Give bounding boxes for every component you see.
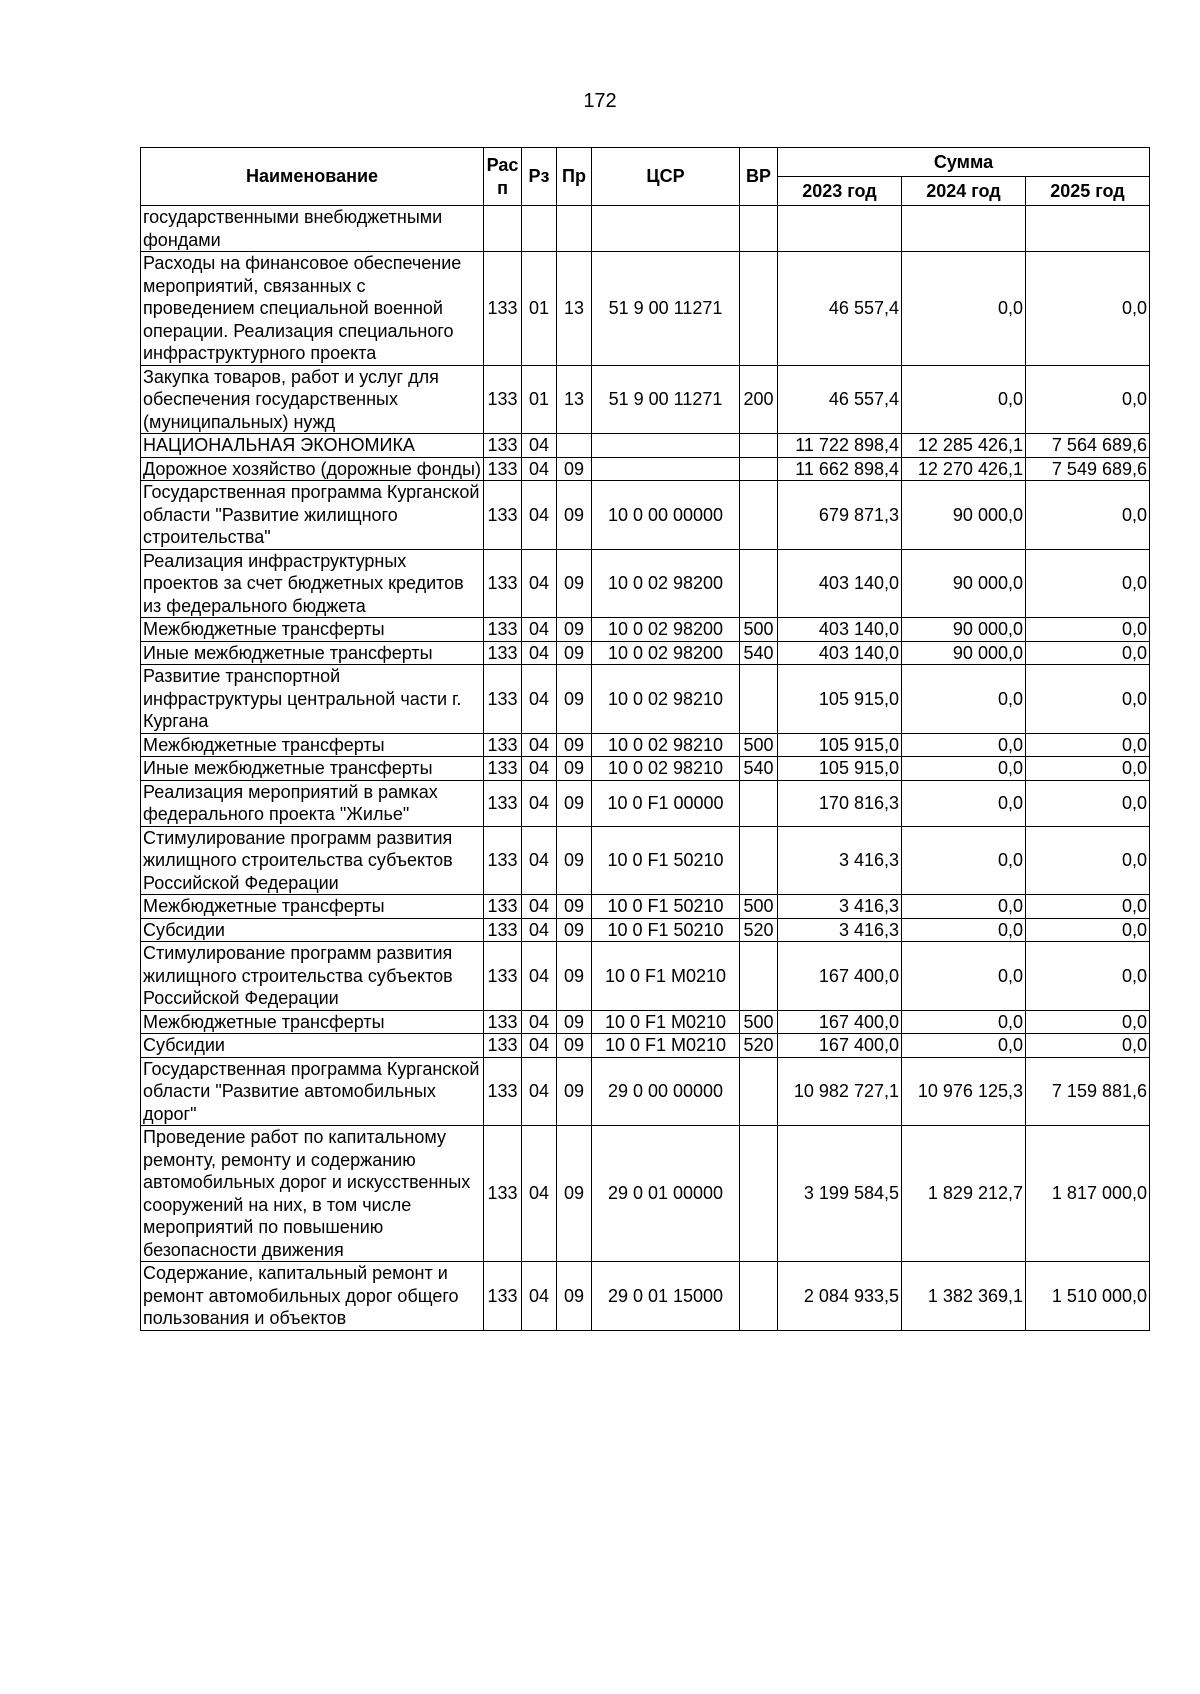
cell-csr: 29 0 01 00000 (592, 1126, 740, 1262)
cell-sum-2025: 1 817 000,0 (1026, 1126, 1150, 1262)
table-row (141, 434, 1150, 458)
header-sum: Сумма (778, 148, 1150, 177)
cell-rasp: 133 (484, 434, 522, 458)
cell-rz: 04 (522, 481, 557, 550)
table-row (141, 780, 1150, 826)
cell-pr: 09 (557, 780, 592, 826)
cell-sum-2023: 3 416,3 (778, 918, 902, 942)
cell-sum-2023: 3 199 584,5 (778, 1126, 902, 1262)
cell-rasp: 133 (484, 1034, 522, 1058)
cell-rz: 04 (522, 434, 557, 458)
cell-name: Субсидии (141, 918, 484, 942)
header-rz: Рз (522, 148, 557, 206)
cell-name: Содержание, капитальный ремонт и ремонт автомобильных дорог общего пользования и объектов (141, 1262, 484, 1331)
cell-sum-2023: 167 400,0 (778, 942, 902, 1011)
cell-pr: 09 (557, 549, 592, 618)
cell-rz: 04 (522, 918, 557, 942)
cell-csr: 10 0 F1 50210 (592, 826, 740, 895)
cell-sum-2025: 0,0 (1026, 1034, 1150, 1058)
cell-sum-2024: 0,0 (902, 895, 1026, 919)
cell-sum-2025: 0,0 (1026, 665, 1150, 734)
cell-sum-2025: 0,0 (1026, 549, 1150, 618)
cell-vr (740, 457, 778, 481)
cell-pr: 09 (557, 665, 592, 734)
cell-rz: 04 (522, 457, 557, 481)
cell-vr (740, 665, 778, 734)
cell-sum-2024: 0,0 (902, 733, 1026, 757)
cell-sum-2023: 403 140,0 (778, 618, 902, 642)
cell-sum-2023: 167 400,0 (778, 1010, 902, 1034)
cell-rasp: 133 (484, 1057, 522, 1126)
cell-csr: 10 0 F1 50210 (592, 895, 740, 919)
cell-vr (740, 780, 778, 826)
cell-rasp: 133 (484, 365, 522, 434)
cell-pr: 09 (557, 918, 592, 942)
cell-vr (740, 826, 778, 895)
cell-rasp: 133 (484, 895, 522, 919)
cell-pr: 09 (557, 481, 592, 550)
cell-sum-2024: 0,0 (902, 252, 1026, 366)
table-row (141, 206, 1150, 252)
cell-vr: 540 (740, 641, 778, 665)
table-row (141, 481, 1150, 550)
cell-pr: 09 (557, 1057, 592, 1126)
header-pr: Пр (557, 148, 592, 206)
cell-vr (740, 252, 778, 366)
cell-rasp: 133 (484, 618, 522, 642)
cell-rasp: 133 (484, 641, 522, 665)
header-name: Наименование (141, 148, 484, 206)
cell-rz: 04 (522, 942, 557, 1011)
cell-csr: 10 0 02 98210 (592, 757, 740, 781)
table-row (141, 1010, 1150, 1034)
cell-vr: 500 (740, 1010, 778, 1034)
cell-sum-2024: 0,0 (902, 365, 1026, 434)
cell-pr: 09 (557, 1034, 592, 1058)
cell-csr: 10 0 F1 M0210 (592, 1010, 740, 1034)
table-row (141, 1262, 1150, 1331)
cell-csr: 10 0 02 98210 (592, 665, 740, 734)
header-csr: ЦСР (592, 148, 740, 206)
cell-pr: 09 (557, 457, 592, 481)
cell-pr: 09 (557, 618, 592, 642)
cell-vr (740, 1057, 778, 1126)
cell-rz: 04 (522, 733, 557, 757)
cell-sum-2025: 7 564 689,6 (1026, 434, 1150, 458)
cell-sum-2024: 12 270 426,1 (902, 457, 1026, 481)
cell-sum-2023: 105 915,0 (778, 757, 902, 781)
cell-name: Иные межбюджетные трансферты (141, 757, 484, 781)
cell-sum-2025: 0,0 (1026, 826, 1150, 895)
cell-sum-2025: 7 549 689,6 (1026, 457, 1150, 481)
cell-pr: 09 (557, 942, 592, 1011)
cell-rz: 04 (522, 895, 557, 919)
cell-pr: 09 (557, 733, 592, 757)
table-body (141, 206, 1150, 1331)
cell-sum-2024: 90 000,0 (902, 481, 1026, 550)
cell-pr (557, 434, 592, 458)
cell-csr: 10 0 00 00000 (592, 481, 740, 550)
table-row (141, 895, 1150, 919)
table-row (141, 549, 1150, 618)
cell-pr: 09 (557, 895, 592, 919)
cell-sum-2025: 0,0 (1026, 618, 1150, 642)
cell-name: Межбюджетные трансферты (141, 618, 484, 642)
cell-rz: 04 (522, 780, 557, 826)
table-row (141, 252, 1150, 366)
cell-name: Проведение работ по капитальному ремонту, ремонту и содержанию автомобильных дорог и искусственных сооружений на них, в том числе мероприятий по повышению безопасности движения (141, 1126, 484, 1262)
header-rasp: Рас п (484, 148, 522, 206)
cell-rz: 04 (522, 618, 557, 642)
cell-name: Иные межбюджетные трансферты (141, 641, 484, 665)
cell-csr: 10 0 F1 50210 (592, 918, 740, 942)
cell-pr: 09 (557, 1262, 592, 1331)
cell-name: Реализация мероприятий в рамках федерального проекта "Жилье" (141, 780, 484, 826)
table-row (141, 457, 1150, 481)
cell-rasp: 133 (484, 481, 522, 550)
cell-rz (522, 206, 557, 252)
cell-name: Государственная программа Курганской области "Развитие автомобильных дорог" (141, 1057, 484, 1126)
cell-vr: 520 (740, 1034, 778, 1058)
cell-sum-2025: 0,0 (1026, 942, 1150, 1011)
cell-sum-2023: 679 871,3 (778, 481, 902, 550)
cell-sum-2023 (778, 206, 902, 252)
cell-sum-2023: 403 140,0 (778, 641, 902, 665)
cell-rasp: 133 (484, 918, 522, 942)
cell-vr: 200 (740, 365, 778, 434)
cell-name: Стимулирование программ развития жилищного строительства субъектов Российской Федерации (141, 826, 484, 895)
cell-sum-2023: 170 816,3 (778, 780, 902, 826)
cell-csr: 10 0 02 98200 (592, 549, 740, 618)
cell-sum-2025: 0,0 (1026, 641, 1150, 665)
cell-rasp (484, 206, 522, 252)
cell-sum-2023: 46 557,4 (778, 365, 902, 434)
table-row (141, 1034, 1150, 1058)
cell-rz: 01 (522, 365, 557, 434)
table-row (141, 1126, 1150, 1262)
cell-sum-2025: 0,0 (1026, 252, 1150, 366)
cell-rasp: 133 (484, 942, 522, 1011)
page-number: 172 (583, 90, 617, 112)
cell-sum-2023: 3 416,3 (778, 826, 902, 895)
cell-sum-2024: 1 382 369,1 (902, 1262, 1026, 1331)
table-row (141, 826, 1150, 895)
cell-rasp: 133 (484, 665, 522, 734)
cell-sum-2023: 105 915,0 (778, 733, 902, 757)
cell-sum-2024: 10 976 125,3 (902, 1057, 1026, 1126)
cell-name: Межбюджетные трансферты (141, 733, 484, 757)
cell-pr: 09 (557, 641, 592, 665)
cell-pr: 09 (557, 757, 592, 781)
cell-pr: 13 (557, 365, 592, 434)
cell-sum-2025: 1 510 000,0 (1026, 1262, 1150, 1331)
cell-sum-2023: 3 416,3 (778, 895, 902, 919)
cell-csr: 51 9 00 11271 (592, 365, 740, 434)
cell-vr (740, 1126, 778, 1262)
cell-sum-2024: 0,0 (902, 942, 1026, 1011)
table-row (141, 942, 1150, 1011)
cell-pr: 09 (557, 826, 592, 895)
cell-sum-2024: 0,0 (902, 918, 1026, 942)
cell-vr: 520 (740, 918, 778, 942)
cell-vr (740, 206, 778, 252)
cell-rasp: 133 (484, 549, 522, 618)
cell-rz: 01 (522, 252, 557, 366)
cell-sum-2025: 0,0 (1026, 733, 1150, 757)
cell-pr: 09 (557, 1126, 592, 1262)
cell-rasp: 133 (484, 457, 522, 481)
cell-sum-2025: 0,0 (1026, 481, 1150, 550)
cell-sum-2023: 2 084 933,5 (778, 1262, 902, 1331)
table-row (141, 733, 1150, 757)
cell-vr: 500 (740, 733, 778, 757)
cell-rz: 04 (522, 1034, 557, 1058)
cell-rasp: 133 (484, 733, 522, 757)
cell-vr (740, 1262, 778, 1331)
cell-csr: 10 0 F1 M0210 (592, 1034, 740, 1058)
cell-csr (592, 457, 740, 481)
cell-sum-2024: 0,0 (902, 1034, 1026, 1058)
cell-name: Закупка товаров, работ и услуг для обеспечения государственных (муниципальных) нужд (141, 365, 484, 434)
cell-rasp: 133 (484, 826, 522, 895)
cell-csr: 10 0 02 98200 (592, 641, 740, 665)
cell-name: Межбюджетные трансферты (141, 895, 484, 919)
cell-rasp: 133 (484, 1010, 522, 1034)
cell-sum-2025: 0,0 (1026, 1010, 1150, 1034)
cell-sum-2024: 1 829 212,7 (902, 1126, 1026, 1262)
cell-sum-2023: 11 662 898,4 (778, 457, 902, 481)
table-row (141, 641, 1150, 665)
cell-csr: 29 0 01 15000 (592, 1262, 740, 1331)
table-header (141, 148, 1150, 206)
header-year-2025: 2025 год (1026, 177, 1150, 206)
cell-name: НАЦИОНАЛЬНАЯ ЭКОНОМИКА (141, 434, 484, 458)
cell-sum-2024: 90 000,0 (902, 549, 1026, 618)
table-row (141, 918, 1150, 942)
header-vr: ВР (740, 148, 778, 206)
table-row (141, 1057, 1150, 1126)
cell-vr (740, 549, 778, 618)
cell-rz: 04 (522, 1010, 557, 1034)
cell-sum-2025: 0,0 (1026, 780, 1150, 826)
cell-vr (740, 434, 778, 458)
cell-sum-2023: 167 400,0 (778, 1034, 902, 1058)
cell-vr: 500 (740, 618, 778, 642)
cell-csr: 10 0 F1 00000 (592, 780, 740, 826)
cell-sum-2024 (902, 206, 1026, 252)
cell-sum-2023: 10 982 727,1 (778, 1057, 902, 1126)
cell-sum-2024: 90 000,0 (902, 618, 1026, 642)
cell-rz: 04 (522, 641, 557, 665)
cell-csr: 51 9 00 11271 (592, 252, 740, 366)
cell-name: Стимулирование программ развития жилищного строительства субъектов Российской Федерации (141, 942, 484, 1011)
cell-pr: 13 (557, 252, 592, 366)
cell-vr: 540 (740, 757, 778, 781)
cell-rasp: 133 (484, 780, 522, 826)
cell-name: Расходы на финансовое обеспечение мероприятий, связанных с проведением специальной военной операции. Реализация специального инфраструктурного проекта (141, 252, 484, 366)
cell-rz: 04 (522, 1057, 557, 1126)
cell-name: государственными внебюджетными фондами (141, 206, 484, 252)
table-row (141, 665, 1150, 734)
cell-csr (592, 206, 740, 252)
cell-sum-2024: 0,0 (902, 665, 1026, 734)
cell-rz: 04 (522, 826, 557, 895)
cell-name: Развитие транспортной инфраструктуры центральной части г. Кургана (141, 665, 484, 734)
cell-name: Государственная программа Курганской области "Развитие жилищного строительства" (141, 481, 484, 550)
cell-sum-2025: 0,0 (1026, 895, 1150, 919)
cell-sum-2023: 105 915,0 (778, 665, 902, 734)
cell-sum-2025 (1026, 206, 1150, 252)
cell-sum-2023: 46 557,4 (778, 252, 902, 366)
cell-rasp: 133 (484, 1126, 522, 1262)
cell-pr (557, 206, 592, 252)
budget-table (140, 147, 1150, 1331)
cell-vr (740, 942, 778, 1011)
cell-name: Дорожное хозяйство (дорожные фонды) (141, 457, 484, 481)
cell-sum-2025: 0,0 (1026, 365, 1150, 434)
cell-csr: 10 0 02 98210 (592, 733, 740, 757)
cell-csr: 29 0 00 00000 (592, 1057, 740, 1126)
cell-sum-2025: 0,0 (1026, 757, 1150, 781)
cell-rasp: 133 (484, 1262, 522, 1331)
cell-csr: 10 0 F1 M0210 (592, 942, 740, 1011)
cell-name: Субсидии (141, 1034, 484, 1058)
cell-csr: 10 0 02 98200 (592, 618, 740, 642)
cell-sum-2025: 7 159 881,6 (1026, 1057, 1150, 1126)
cell-sum-2024: 90 000,0 (902, 641, 1026, 665)
cell-rz: 04 (522, 549, 557, 618)
cell-csr (592, 434, 740, 458)
header-year-2023: 2023 год (778, 177, 902, 206)
cell-rasp: 133 (484, 757, 522, 781)
cell-sum-2024: 0,0 (902, 780, 1026, 826)
cell-sum-2023: 403 140,0 (778, 549, 902, 618)
cell-sum-2023: 11 722 898,4 (778, 434, 902, 458)
cell-rz: 04 (522, 665, 557, 734)
cell-sum-2024: 12 285 426,1 (902, 434, 1026, 458)
cell-rasp: 133 (484, 252, 522, 366)
cell-vr (740, 481, 778, 550)
table-row (141, 365, 1150, 434)
cell-vr: 500 (740, 895, 778, 919)
cell-rz: 04 (522, 757, 557, 781)
cell-sum-2025: 0,0 (1026, 918, 1150, 942)
cell-sum-2024: 0,0 (902, 826, 1026, 895)
cell-pr: 09 (557, 1010, 592, 1034)
cell-name: Реализация инфраструктурных проектов за счет бюджетных кредитов из федерального бюджета (141, 549, 484, 618)
cell-rz: 04 (522, 1126, 557, 1262)
cell-name: Межбюджетные трансферты (141, 1010, 484, 1034)
cell-rz: 04 (522, 1262, 557, 1331)
cell-sum-2024: 0,0 (902, 1010, 1026, 1034)
header-year-2024: 2024 год (902, 177, 1026, 206)
cell-sum-2024: 0,0 (902, 757, 1026, 781)
table-row (141, 757, 1150, 781)
table-row (141, 618, 1150, 642)
